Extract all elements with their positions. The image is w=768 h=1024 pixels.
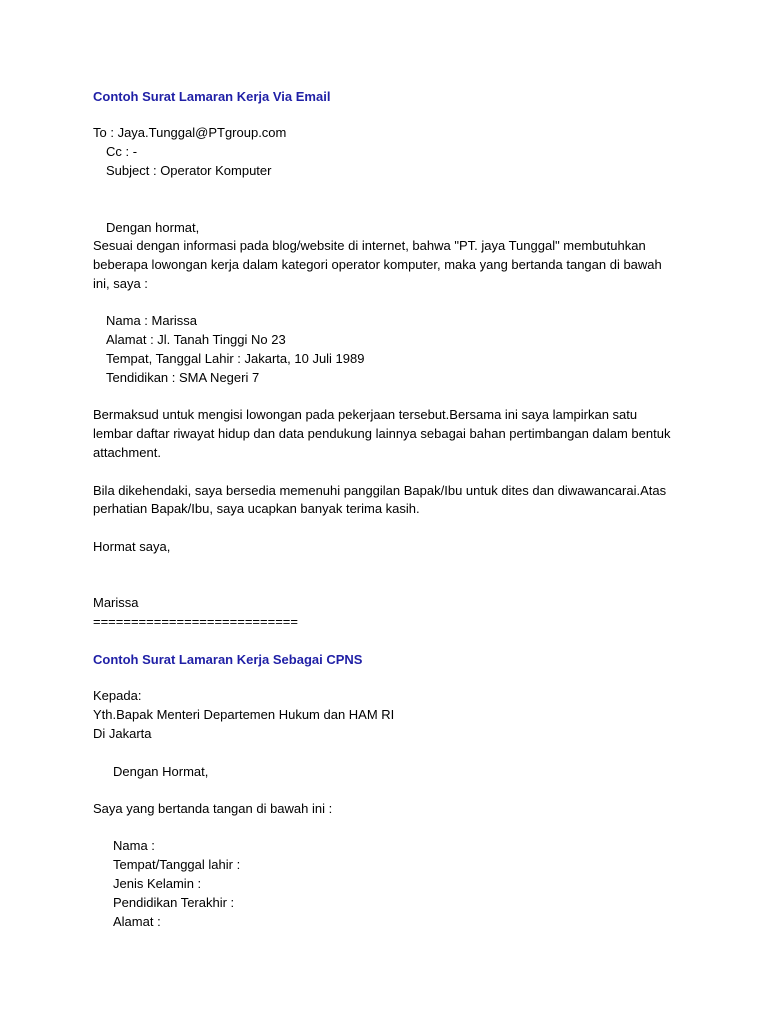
letter1-alamat: Alamat : Jl. Tanah Tinggi No 23 [106, 332, 286, 347]
letter1-title: Contoh Surat Lamaran Kerja Via Email [93, 89, 331, 104]
letter1-intro-line: beberapa lowongan kerja dalam kategori operator komputer, maka yang bertanda tangan di bawah [93, 257, 662, 272]
letter1-pendidikan: Tendidikan : SMA Negeri 7 [106, 370, 260, 385]
letter1-body-line: lembar daftar riwayat hidup dan data pendukung lainnya sebagai bahan pertimbangan dalam bentuk [93, 426, 671, 441]
letter1-signature: Marissa [93, 595, 139, 610]
letter1-nama: Nama : Marissa [106, 313, 198, 328]
letter1-body-line: Bermaksud untuk mengisi lowongan pada pekerjaan tersebut.Bersama ini saya lampirkan satu [93, 407, 638, 422]
letter1-sign-off: Hormat saya, [93, 539, 171, 554]
letter1-to: To : Jaya.Tunggal@PTgroup.com [93, 125, 287, 140]
letter2-greeting: Dengan Hormat, [113, 764, 209, 779]
letter2-field-ttl: Tempat/Tanggal lahir : [113, 857, 241, 872]
section-divider: =========================== [93, 614, 298, 629]
letter1-body-line: attachment. [93, 445, 161, 460]
letter1-ttl: Tempat, Tanggal Lahir : Jakarta, 10 Juli 1989 [106, 351, 365, 366]
letter2-recipient: Yth.Bapak Menteri Departemen Hukum dan HAM RI [93, 707, 395, 722]
letter2-intro: Saya yang bertanda tangan di bawah ini : [93, 801, 333, 816]
letter1-intro-line: Sesuai dengan informasi pada blog/website di internet, bahwa "PT. jaya Tunggal" membutuhkan [93, 238, 646, 253]
letter1-intro-line: ini, saya : [93, 276, 148, 291]
letter2-location: Di Jakarta [93, 726, 152, 741]
letter2-field-pendidikan: Pendidikan Terakhir : [113, 895, 235, 910]
letter1-cc: Cc : - [106, 144, 138, 159]
letter1-closing-line: perhatian Bapak/Ibu, saya ucapkan banyak terima kasih. [93, 501, 420, 516]
letter2-field-jenis-kelamin: Jenis Kelamin : [113, 876, 202, 891]
letter1-greeting: Dengan hormat, [106, 220, 200, 235]
letter2-title: Contoh Surat Lamaran Kerja Sebagai CPNS [93, 652, 363, 667]
letter2-field-nama: Nama : [113, 838, 155, 853]
letter2-kepada: Kepada: [93, 688, 142, 703]
letter1-closing-line: Bila dikehendaki, saya bersedia memenuhi panggilan Bapak/Ibu untuk dites dan diwawancarai.Atas [93, 483, 667, 498]
letter1-subject: Subject : Operator Komputer [106, 163, 272, 178]
letter2-field-alamat: Alamat : [113, 914, 161, 929]
